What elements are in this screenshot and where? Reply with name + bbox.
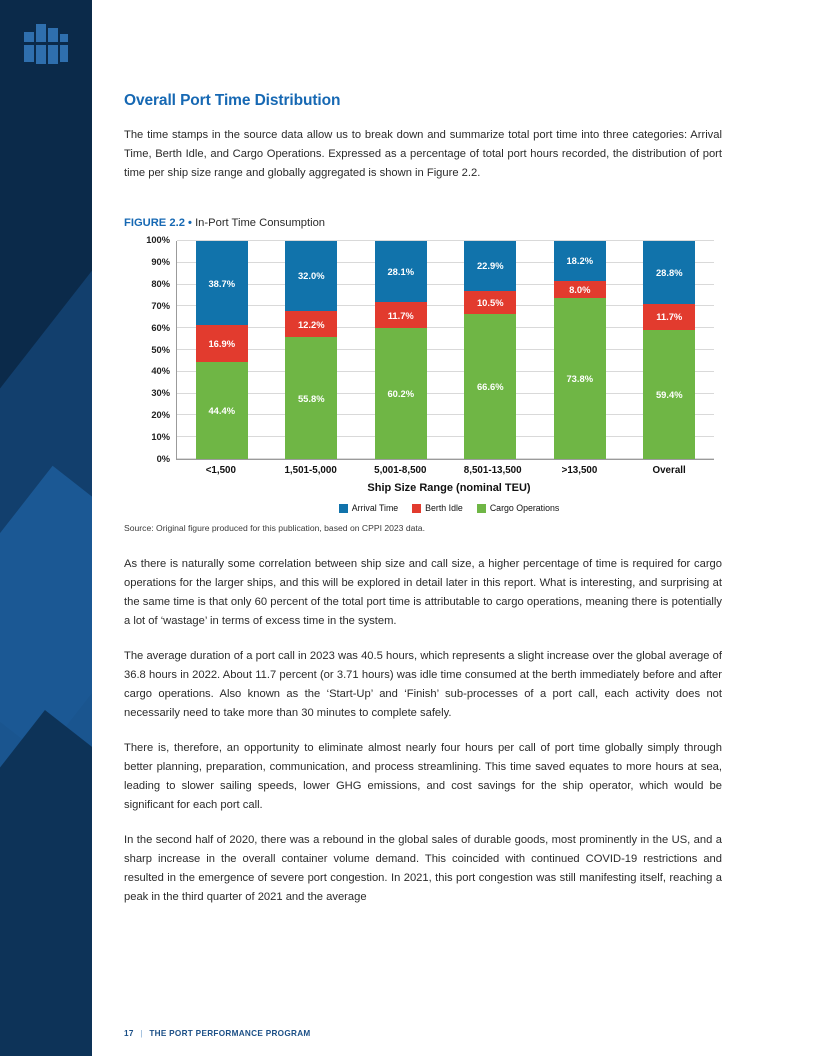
figure-caption-text: In-Port Time Consumption	[195, 217, 326, 229]
chart-value-label: 12.2%	[297, 318, 325, 330]
chart-value-label: 18.2%	[566, 255, 594, 267]
chart-y-tick-label: 70%	[151, 300, 170, 311]
chart-bar-column	[375, 241, 427, 459]
chart-bar-segment	[375, 241, 427, 302]
paragraph-3: The average duration of a port call in 2023 was 40.5 hours, which represents a slight increase over the global average of 36.8 hours in 2022. About 11.7 percent (or 3.71 hours) was idle time consumed at the berth immediately before and after cargo operations. Also known as the ‘Start-Up’ and ‘Finish’ sub-processes of a port call, each activity does not necessarily need to take more than 30 minutes to complete safely.	[124, 650, 722, 719]
chart-y-tick-label: 10%	[151, 432, 170, 443]
chart-bar-segment	[554, 298, 606, 459]
chart-x-tick-label: 5,001-8,500	[374, 465, 427, 476]
figure-source-note: Source: Original figure produced for this publication, based on CPPI 2023 data.	[124, 523, 425, 533]
chart-bar-segment	[285, 337, 337, 459]
chart-legend-label: Cargo Operations	[489, 503, 560, 513]
chart-x-tick-labels	[176, 465, 714, 476]
chart-bar-column	[554, 241, 606, 459]
chart-bar-column	[285, 241, 337, 459]
chart-value-label: 44.4%	[208, 405, 236, 417]
paragraph-5: In the second half of 2020, there was a rebound in the global sales of durable goods, most prominently in the US, and a sharp increase in the overall container volume demand. This coincided with continued COVID-19 restrictions and resulted in the emergence of severe port congestion. In 2021, this port congestion was still manifesting itself, reaching a peak in the third quarter of 2021 and the average	[124, 834, 722, 903]
chart-in-port-time-consumption	[124, 235, 722, 513]
chart-bar-segment	[285, 241, 337, 311]
chart-legend-swatch	[412, 504, 421, 513]
chart-y-tick-label: 30%	[151, 388, 170, 399]
chart-bar-segment	[554, 281, 606, 298]
chart-x-tick-label: <1,500	[205, 465, 236, 476]
chart-value-label: 10.5%	[476, 296, 504, 308]
chart-legend-label: Arrival Time	[351, 503, 399, 513]
chart-y-tick-label: 40%	[151, 366, 170, 377]
chart-legend-item[interactable]	[339, 503, 398, 513]
chart-y-tick-label: 90%	[151, 256, 170, 267]
chart-value-label: 66.6%	[476, 380, 504, 392]
chart-legend-swatch	[339, 504, 348, 513]
chart-bar-segment	[196, 325, 248, 362]
chart-bar-segment	[375, 302, 427, 328]
chart-bar-column	[196, 241, 248, 459]
chart-legend	[176, 503, 722, 513]
chart-value-label: 22.9%	[476, 260, 504, 272]
chart-value-label: 11.7%	[387, 309, 414, 321]
chart-value-label: 73.8%	[566, 373, 594, 385]
chart-bar-segment	[643, 330, 695, 459]
paragraph-intro: The time stamps in the source data allow us to break down and summarize total port time into three categories: Arrival Time, Berth Idle, and Cargo Operations. Expressed as a percentage of total port hours recorded, the distribution of port time per ship size range and globally aggregated is shown in Figure 2.2.	[124, 129, 722, 179]
chart-y-tick-label: 60%	[151, 322, 170, 333]
figure-caption	[124, 217, 722, 229]
chart-bar-segment	[375, 328, 427, 459]
figure-bullet: •	[188, 217, 192, 229]
chart-value-label: 60.2%	[387, 387, 415, 399]
chart-value-label: 16.9%	[208, 338, 236, 350]
chart-value-label: 55.8%	[297, 392, 325, 404]
figure-label: FIGURE 2.2	[124, 217, 185, 229]
chart-bar-segment	[196, 241, 248, 325]
chart-value-label: 38.7%	[208, 277, 236, 289]
page-side-band	[0, 0, 92, 1056]
chart-legend-item[interactable]	[412, 503, 463, 513]
chart-value-label: 32.0%	[297, 270, 325, 282]
footer-title: THE PORT PERFORMANCE PROGRAM	[149, 1029, 311, 1038]
chart-y-tick-label: 50%	[151, 344, 170, 355]
chart-legend-swatch	[477, 504, 486, 513]
band-shape-lower	[0, 710, 92, 1056]
paragraph-2: As there is naturally some correlation between ship size and call size, a higher percentage of time is required for cargo operations for the larger ships, and this will be explored in detail later in this report. What is interesting, and surprising at the same time is that only 60 percent of the total port time is attributable to cargo operations, meaning there is potentially a lot of ‘wastage’ in terms of excess time in the system.	[124, 558, 722, 627]
page-content	[124, 0, 722, 907]
chart-bar-column	[643, 241, 695, 459]
footer-separator: |	[140, 1029, 143, 1038]
chart-x-tick-label: 8,501-13,500	[463, 465, 522, 476]
publisher-logo	[24, 24, 68, 68]
chart-bar-segment	[554, 241, 606, 281]
chart-x-tick-label: Overall	[652, 465, 686, 476]
chart-x-tick-label: 1,501-5,000	[284, 465, 337, 476]
chart-bar-column	[464, 241, 516, 459]
chart-bar-segment	[285, 311, 337, 338]
chart-bar-segment	[643, 304, 695, 330]
chart-x-axis-title: Ship Size Range (nominal TEU)	[367, 482, 531, 494]
chart-bars	[177, 241, 714, 459]
footer-page-number: 17	[124, 1029, 134, 1038]
chart-value-label: 8.0%	[569, 283, 591, 295]
chart-x-tick-label: >13,500	[561, 465, 598, 476]
chart-legend-label: Berth Idle	[425, 503, 463, 513]
chart-bar-segment	[464, 314, 516, 459]
paragraph-4: There is, therefore, an opportunity to eliminate almost nearly four hours per call of port time globally simply through better planning, preparation, communication, and process streamlining. This time saved equates to more hours at sea, leading to slower sailing speeds, lower GHG emissions, and cost savings for the ship operator, which would be significant for each port call.	[124, 742, 722, 811]
chart-bar-segment	[464, 241, 516, 291]
chart-value-label: 28.8%	[655, 267, 683, 279]
chart-bar-segment	[643, 241, 695, 304]
chart-bar-segment	[196, 362, 248, 459]
chart-legend-item[interactable]	[477, 503, 559, 513]
chart-value-label: 11.7%	[656, 311, 683, 323]
chart-value-label: 28.1%	[387, 266, 415, 278]
chart-y-tick-label: 20%	[151, 410, 170, 421]
chart-y-tick-label: 0%	[156, 454, 170, 464]
page-title: Overall Port Time Distribution	[124, 92, 341, 109]
chart-plot-area	[146, 235, 714, 464]
page-footer	[124, 1029, 311, 1038]
chart-value-label: 59.4%	[655, 388, 683, 400]
chart-y-tick-label: 100%	[146, 235, 170, 245]
chart-bar-segment	[464, 291, 516, 314]
chart-y-tick-label: 80%	[151, 278, 170, 289]
